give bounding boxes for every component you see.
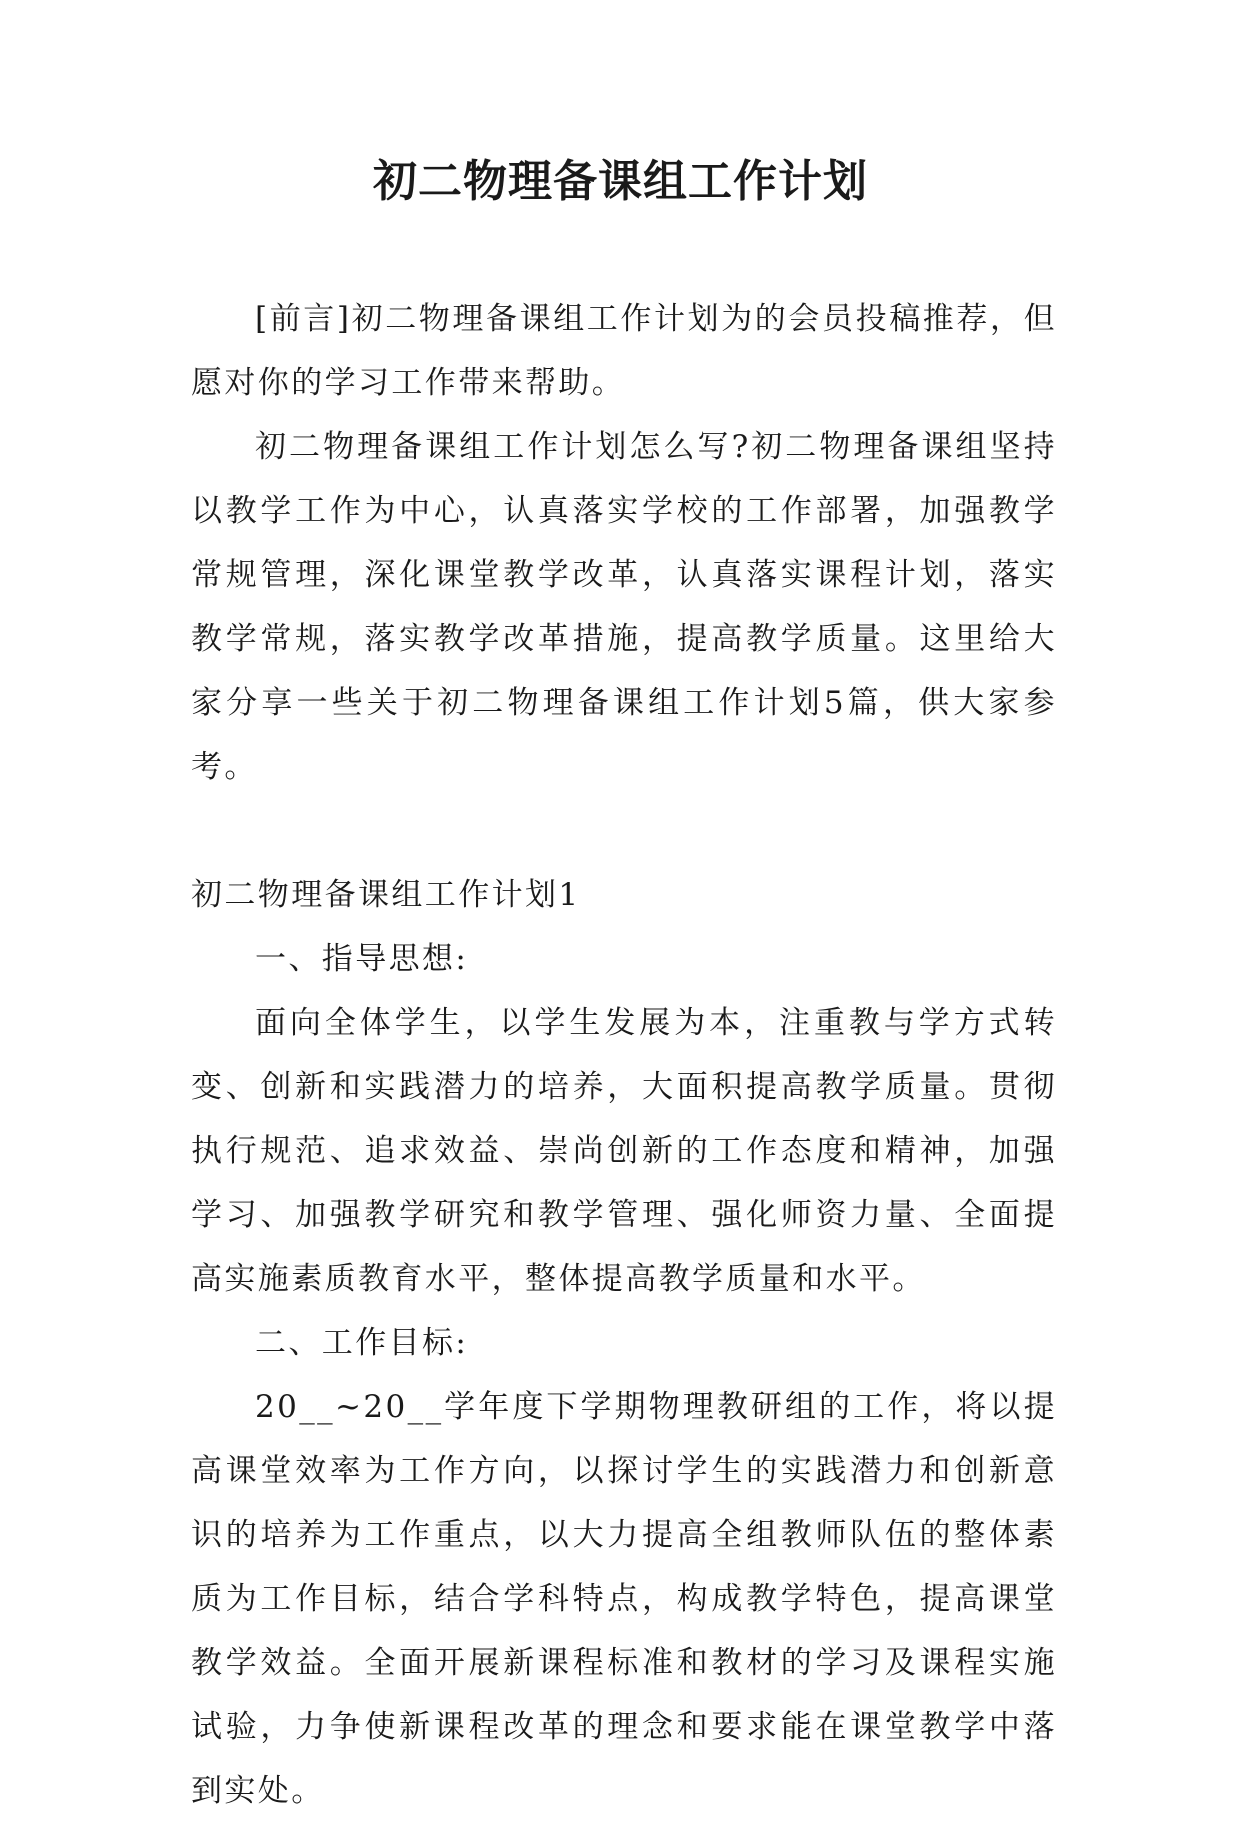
intro-paragraph: 初二物理备课组工作计划怎么写?初二物理备课组坚持以教学工作为中心，认真落实学校的工作部署，加强教学常规管理，深化课堂教学改革，认真落实课程计划，落实教学常规，落实教学改革措施，提高教学质量。这里给大家分享一些关于初二物理备课组工作计划5篇，供大家参考。 xyxy=(191,429,1057,785)
preface-paragraph: [前言]初二物理备课组工作计划为的会员投稿推荐，但愿对你的学习工作带来帮助。 xyxy=(191,301,1057,401)
subsection-heading-work-goals: 二、工作目标: xyxy=(255,1325,469,1361)
subsection-heading-guiding-thought: 一、指导思想: xyxy=(255,941,469,977)
work-goals-paragraph: 20__~20__学年度下学期物理教研组的工作，将以提高课堂效率为工作方向，以探讨学生的实践潜力和创新意识的培养为工作重点，以大力提高全组教师队伍的整体素质为工作目标，结合学科特点，构成教学特色，提高课堂教学效益。全面开展新课程标准和教材的学习及课程实施试验，力争使新课程改革的理念和要求能在课堂教学中落到实处。 xyxy=(191,1389,1057,1809)
section-heading: 初二物理备课组工作计划1 xyxy=(191,877,581,913)
paragraph-gap xyxy=(191,799,1057,863)
document-title: 初二物理备课组工作计划 xyxy=(373,156,868,207)
document-body xyxy=(191,287,1057,1823)
guiding-thought-paragraph: 面向全体学生，以学生发展为本，注重教与学方式转变、创新和实践潜力的培养，大面积提高教学质量。贯彻执行规范、追求效益、崇尚创新的工作态度和精神，加强学习、加强教学研究和教学管理、强化师资力量、全面提高实施素质教育水平，整体提高教学质量和水平。 xyxy=(191,1005,1057,1297)
